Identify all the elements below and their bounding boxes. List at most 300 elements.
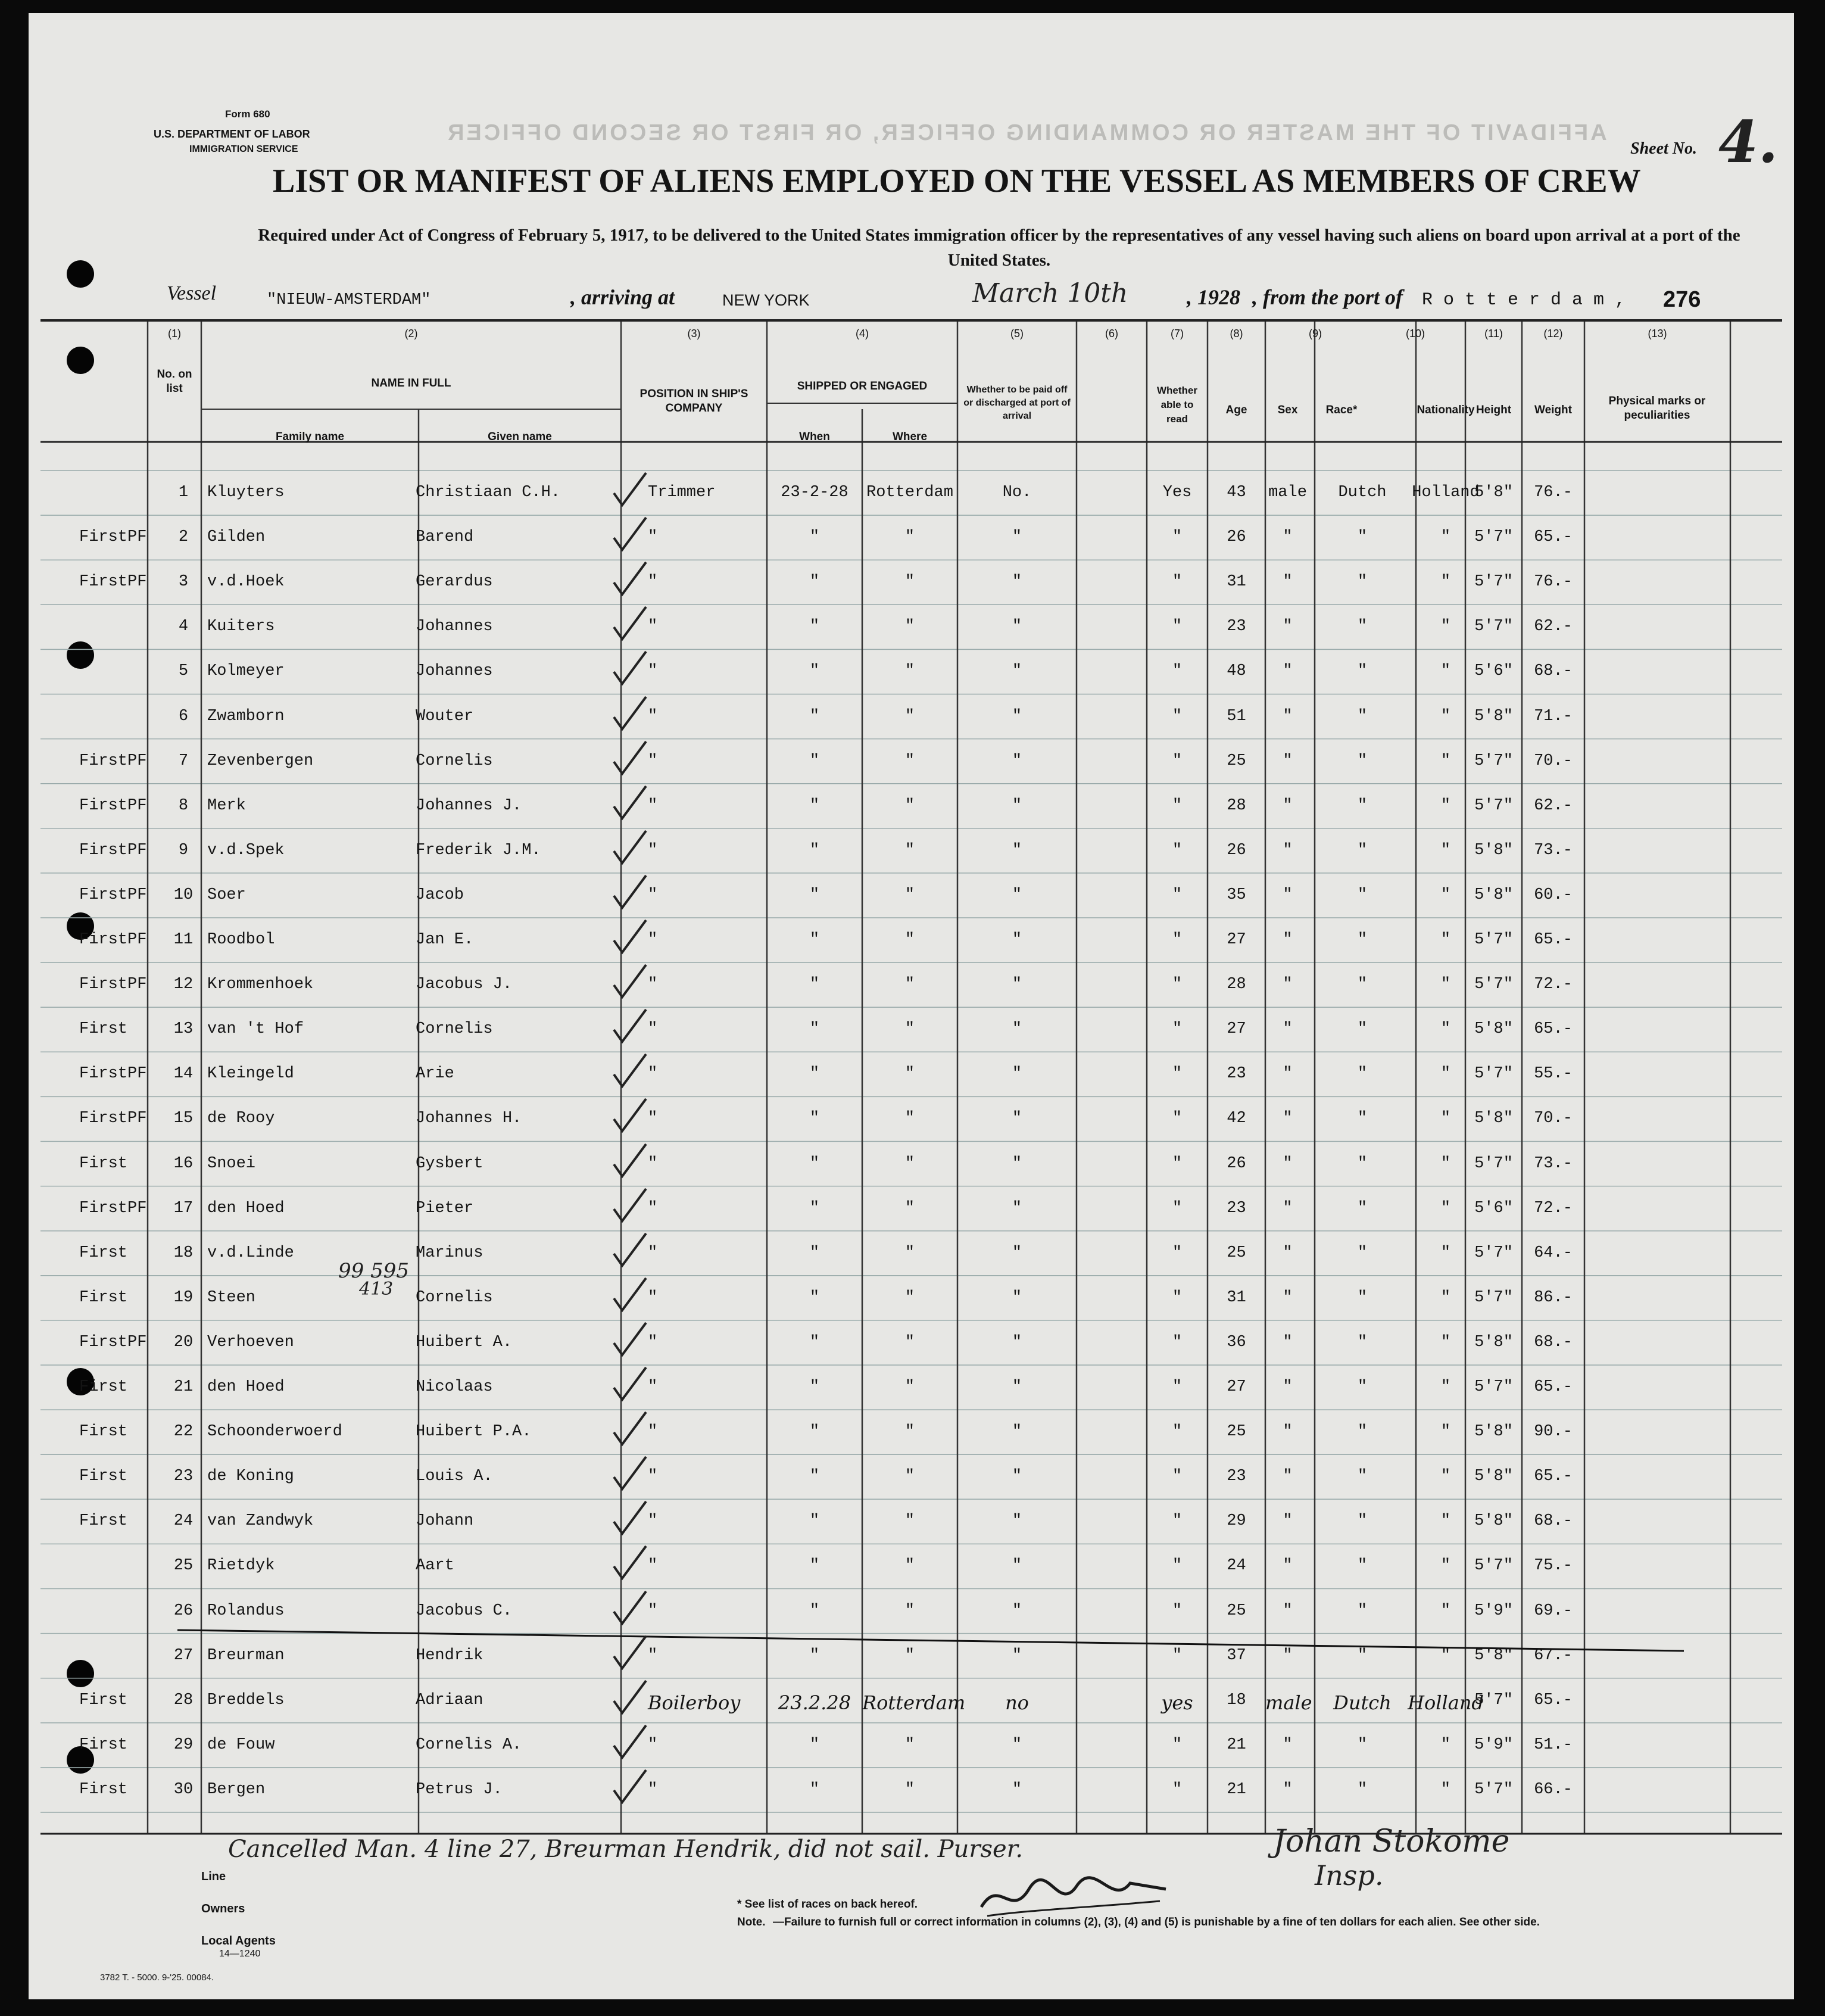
given-name-cell: Wouter	[416, 707, 474, 725]
sex-cell: "	[1283, 1423, 1293, 1441]
able-to-read-cell: "	[1172, 841, 1183, 859]
sex-cell: "	[1283, 976, 1293, 994]
paid-off-cell: "	[1012, 931, 1022, 949]
first-mark-cell: FirstPF	[79, 796, 147, 815]
race-cell: "	[1357, 1467, 1368, 1486]
family-name-cell: van 't Hof	[207, 1020, 304, 1039]
shipped-where-cell: "	[904, 886, 915, 904]
nationality-cell: "	[1440, 1601, 1451, 1620]
shipped-when-cell: "	[809, 573, 820, 591]
age-cell: 21	[1227, 1735, 1246, 1754]
first-mark-cell: First	[79, 1512, 128, 1531]
header-given-name: Given name	[488, 431, 552, 443]
check-mark-icon	[609, 784, 651, 825]
sex-cell: "	[1283, 1288, 1293, 1307]
shipped-where-cell: "	[904, 1288, 915, 1307]
height-cell: 5'6"	[1474, 662, 1513, 681]
paid-off-cell: "	[1012, 1601, 1022, 1620]
weight-cell: 55.-	[1534, 1065, 1573, 1083]
shipped-when-cell: "	[809, 1020, 820, 1039]
race-cell: "	[1357, 1601, 1368, 1620]
height-cell: 5'7"	[1474, 1288, 1513, 1307]
header-shipped: SHIPPED OR ENGAGED	[797, 380, 928, 392]
given-name-cell: Barend	[416, 528, 474, 547]
departure-port: R o t t e r d a m ,	[1422, 290, 1626, 310]
col-number: (6)	[1105, 328, 1118, 339]
shipped-where-cell: "	[904, 1467, 915, 1486]
position-cell: Boilerboy	[648, 1691, 741, 1714]
age-cell: 26	[1227, 1154, 1246, 1173]
given-name-cell: Jacobus C.	[416, 1601, 513, 1620]
nationality-cell: Holland	[1408, 1691, 1484, 1714]
height-cell: 5'8"	[1474, 841, 1513, 859]
nationality-cell: "	[1440, 1423, 1451, 1441]
age-cell: 36	[1227, 1333, 1246, 1351]
check-mark-icon	[609, 560, 651, 602]
row-number-cell: 20	[173, 1333, 194, 1351]
document-title: LIST OR MANIFEST OF ALIENS EMPLOYED ON THE VESSEL AS MEMBERS OF CREW	[273, 163, 1641, 200]
given-name-cell: Gysbert	[416, 1154, 483, 1173]
nationality-cell: "	[1440, 618, 1451, 636]
shipped-where-cell: "	[904, 573, 915, 591]
family-name-cell: Roodbol	[207, 931, 275, 949]
shipped-when-cell: "	[809, 1110, 820, 1128]
first-mark-cell: First	[79, 1288, 128, 1307]
race-cell: "	[1357, 1199, 1368, 1217]
sex-cell: "	[1283, 1780, 1293, 1799]
race-cell: "	[1357, 1512, 1368, 1531]
row-number-cell: 1	[178, 484, 189, 501]
family-name-cell: Rietdyk	[207, 1557, 275, 1575]
given-name-cell: Johannes	[416, 618, 493, 636]
sex-cell: "	[1283, 886, 1293, 904]
race-cell: "	[1357, 841, 1368, 859]
check-mark-icon	[609, 649, 651, 691]
given-name-cell: Jacob	[416, 886, 464, 904]
given-name-cell: Hendrik	[416, 1646, 483, 1665]
position-cell: "	[648, 1333, 658, 1351]
paid-off-cell: "	[1012, 618, 1022, 636]
header-race: Race*	[1325, 404, 1358, 416]
given-name-cell: Frederik J.M.	[416, 841, 541, 859]
sex-cell: "	[1283, 1333, 1293, 1351]
position-cell: "	[648, 1288, 658, 1307]
position-cell: "	[648, 1065, 658, 1083]
header-no-on-list: No. on list	[157, 368, 192, 395]
row-number-cell: 3	[178, 573, 189, 591]
col-number: (8)	[1230, 328, 1243, 339]
age-cell: 23	[1227, 1065, 1246, 1083]
first-mark-cell: First	[79, 1154, 128, 1173]
weight-cell: 86.-	[1534, 1288, 1573, 1307]
race-cell: "	[1357, 1646, 1368, 1665]
row-number-cell: 2	[178, 528, 189, 547]
local-agents-label: Local Agents	[201, 1934, 276, 1948]
header-weight: Weight	[1534, 404, 1572, 416]
row-number-cell: 22	[173, 1423, 194, 1441]
nationality-cell: "	[1440, 707, 1451, 725]
nationality-cell: "	[1440, 1065, 1451, 1083]
first-mark-cell: First	[79, 1244, 128, 1262]
family-name-cell: v.d.Hoek	[207, 573, 285, 591]
check-mark-icon	[609, 739, 651, 781]
col-number: (3)	[687, 328, 701, 339]
able-to-read-cell: "	[1172, 1557, 1183, 1575]
weight-cell: 71.-	[1534, 707, 1573, 725]
race-cell: "	[1357, 752, 1368, 770]
purser-signature	[975, 1871, 1172, 1925]
position-cell: "	[648, 1020, 658, 1039]
row-number-cell: 5	[178, 662, 189, 681]
position-cell: "	[648, 931, 658, 949]
row-number-cell: 11	[173, 931, 194, 949]
shipped-when-cell: "	[809, 1557, 820, 1575]
family-name-cell: Zevenbergen	[207, 752, 314, 770]
race-cell: "	[1357, 931, 1368, 949]
given-name-cell: Arie	[416, 1065, 454, 1083]
nationality-cell: "	[1440, 1199, 1451, 1217]
col-number: (1)	[168, 328, 181, 339]
position-cell: "	[648, 1735, 658, 1754]
weight-cell: 76.-	[1534, 573, 1573, 591]
nationality-cell: "	[1440, 662, 1451, 681]
age-cell: 26	[1227, 528, 1246, 547]
height-cell: 5'7"	[1474, 1780, 1513, 1799]
able-to-read-cell: "	[1172, 886, 1183, 904]
given-name-cell: Johannes	[416, 662, 493, 681]
row-number-cell: 17	[173, 1199, 194, 1217]
header-paid-off: Whether to be paid off or discharged at port of arrival	[963, 385, 1071, 421]
arrival-year: , 1928	[1187, 285, 1240, 309]
bleed-through-text: AFFIDAVIT OF THE MASTER OR COMMANDING OFFICER, OR FIRST OR SECOND OFFICER	[445, 120, 1607, 145]
paid-off-cell: "	[1012, 707, 1022, 725]
sex-cell: "	[1283, 1065, 1293, 1083]
weight-cell: 68.-	[1534, 1512, 1573, 1531]
weight-cell: 90.-	[1534, 1423, 1573, 1441]
able-to-read-cell: "	[1172, 1467, 1183, 1486]
given-name-cell: Johannes J.	[416, 796, 522, 815]
nationality-cell: "	[1440, 1288, 1451, 1307]
race-cell: "	[1357, 1288, 1368, 1307]
family-name-cell: Soer	[207, 886, 246, 904]
position-cell: "	[648, 976, 658, 994]
shipped-when-cell: "	[809, 841, 820, 859]
shipped-where-cell: "	[904, 528, 915, 547]
given-name-cell: Nicolaas	[416, 1378, 493, 1396]
paid-off-cell: "	[1012, 1646, 1022, 1665]
given-name-cell: Jacobus J.	[416, 976, 513, 994]
weight-cell: 70.-	[1534, 752, 1573, 770]
paid-off-cell: "	[1012, 1378, 1022, 1396]
given-name-cell: Jan E.	[416, 931, 474, 949]
nationality-cell: "	[1440, 752, 1451, 770]
nationality-cell: "	[1440, 528, 1451, 547]
nationality-cell: "	[1440, 1735, 1451, 1754]
race-cell: "	[1357, 796, 1368, 815]
height-cell: 5'7"	[1474, 796, 1513, 815]
race-cell: Dutch	[1338, 484, 1387, 501]
able-to-read-cell: "	[1172, 618, 1183, 636]
shipped-when-cell: "	[809, 931, 820, 949]
paid-off-cell: "	[1012, 662, 1022, 681]
given-name-cell: Pieter	[416, 1199, 474, 1217]
nationality-cell: "	[1440, 573, 1451, 591]
given-name-cell: Marinus	[416, 1244, 483, 1262]
check-mark-icon	[609, 1142, 651, 1183]
race-cell: "	[1357, 1020, 1368, 1039]
sex-cell: "	[1283, 1020, 1293, 1039]
shipped-where-cell: "	[904, 1601, 915, 1620]
family-name-cell: Verhoeven	[207, 1333, 294, 1351]
row-number-cell: 29	[173, 1735, 194, 1754]
first-mark-cell: FirstPF	[79, 931, 147, 949]
nationality-cell: Holland	[1412, 484, 1480, 501]
position-cell: "	[648, 1199, 658, 1217]
age-cell: 26	[1227, 841, 1246, 859]
height-cell: 5'8"	[1474, 1512, 1513, 1531]
shipped-when-cell: "	[809, 1512, 820, 1531]
sex-cell: male	[1268, 484, 1307, 501]
sex-cell: "	[1283, 752, 1293, 770]
age-cell: 37	[1227, 1646, 1246, 1665]
given-name-cell: Huibert P.A.	[416, 1423, 532, 1441]
sex-cell: "	[1283, 707, 1293, 725]
position-cell: "	[648, 752, 658, 770]
shipped-where-cell: "	[904, 841, 915, 859]
race-cell: "	[1357, 1110, 1368, 1128]
age-cell: 31	[1227, 1288, 1246, 1307]
shipped-when-cell: "	[809, 976, 820, 994]
first-mark-cell: FirstPF	[79, 752, 147, 770]
header-sex: Sex	[1277, 404, 1298, 416]
position-cell: "	[648, 841, 658, 859]
first-mark-cell: FirstPF	[79, 886, 147, 904]
row-number-cell: 15	[173, 1110, 194, 1128]
first-mark-cell: First	[79, 1423, 128, 1441]
sex-cell: "	[1283, 618, 1293, 636]
arrival-date: March 10th	[972, 278, 1128, 309]
header-able-to-read: Whether able to read	[1157, 385, 1197, 425]
weight-cell: 62.-	[1534, 618, 1573, 636]
col-number: (13)	[1648, 328, 1667, 339]
family-name-cell: Gilden	[207, 528, 266, 547]
nationality-cell: "	[1440, 931, 1451, 949]
race-cell: "	[1357, 1154, 1368, 1173]
given-name-cell: Huibert A.	[416, 1333, 513, 1351]
col-number: (2)	[404, 328, 418, 339]
row-number-cell: 13	[173, 1020, 194, 1039]
shipped-when-cell: "	[809, 1154, 820, 1173]
height-cell: 5'7"	[1474, 573, 1513, 591]
shipped-where-cell: "	[904, 1557, 915, 1575]
weight-cell: 62.-	[1534, 796, 1573, 815]
row-number-cell: 24	[173, 1512, 194, 1531]
position-cell: "	[648, 1601, 658, 1620]
check-mark-icon	[609, 1410, 651, 1451]
row-number-cell: 14	[173, 1065, 194, 1083]
height-cell: 5'8"	[1474, 1333, 1513, 1351]
able-to-read-cell: "	[1172, 1646, 1183, 1665]
family-name-cell: Zwamborn	[207, 707, 285, 725]
nationality-cell: "	[1440, 1110, 1451, 1128]
able-to-read-cell: "	[1172, 707, 1183, 725]
nationality-cell: "	[1440, 1244, 1451, 1262]
age-cell: 27	[1227, 931, 1246, 949]
paid-off-cell: "	[1012, 1557, 1022, 1575]
position-cell: "	[648, 796, 658, 815]
first-mark-cell: FirstPF	[79, 841, 147, 859]
paid-off-cell: "	[1012, 1244, 1022, 1262]
race-cell: "	[1357, 1735, 1368, 1754]
shipped-when-cell: "	[809, 528, 820, 547]
sex-cell: "	[1283, 1512, 1293, 1531]
nationality-cell: "	[1440, 1333, 1451, 1351]
first-mark-cell: FirstPF	[79, 1110, 147, 1128]
height-cell: 5'8"	[1474, 1646, 1513, 1665]
sex-cell: "	[1283, 1154, 1293, 1173]
height-cell: 5'6"	[1474, 1199, 1513, 1217]
row-number-cell: 18	[173, 1244, 194, 1262]
able-to-read-cell: "	[1172, 1601, 1183, 1620]
family-name-cell: v.d.Linde	[207, 1244, 294, 1262]
shipped-where-cell: "	[904, 1199, 915, 1217]
col-number: (5)	[1010, 328, 1024, 339]
shipped-where-cell: "	[904, 796, 915, 815]
shipped-where-cell: Rotterdam	[866, 484, 953, 501]
nationality-cell: "	[1440, 1467, 1451, 1486]
first-mark-cell: First	[79, 1378, 128, 1396]
check-mark-icon	[609, 1231, 651, 1273]
race-cell: "	[1357, 886, 1368, 904]
check-mark-icon	[609, 1589, 651, 1631]
shipped-where-cell: "	[904, 1020, 915, 1039]
given-name-cell: Cornelis	[416, 1288, 493, 1307]
sex-cell: "	[1283, 662, 1293, 681]
header-age: Age	[1225, 404, 1247, 416]
check-mark-icon	[609, 515, 651, 557]
nationality-cell: "	[1440, 1512, 1451, 1531]
shipped-where-cell: Rotterdam	[862, 1691, 966, 1714]
nationality-cell: "	[1440, 1378, 1451, 1396]
races-note: * See list of races on back hereof.	[737, 1898, 918, 1911]
age-cell: 43	[1227, 484, 1246, 501]
position-cell: "	[648, 1244, 658, 1262]
first-mark-cell: FirstPF	[79, 528, 147, 547]
sex-cell: "	[1283, 528, 1293, 547]
weight-cell: 65.-	[1534, 1691, 1573, 1709]
height-cell: 5'7"	[1474, 1244, 1513, 1262]
check-mark-icon	[609, 470, 651, 512]
height-cell: 5'7"	[1474, 1065, 1513, 1083]
height-cell: 5'8"	[1474, 1467, 1513, 1486]
check-mark-icon	[609, 1499, 651, 1541]
able-to-read-cell: "	[1172, 573, 1183, 591]
height-cell: 5'7"	[1474, 1378, 1513, 1396]
given-name-cell: Louis A.	[416, 1467, 493, 1486]
age-cell: 51	[1227, 707, 1246, 725]
check-mark-icon	[609, 1678, 651, 1720]
arriving-label: , arriving at	[570, 285, 675, 309]
shipped-when-cell: "	[809, 662, 820, 681]
position-cell: "	[648, 1154, 658, 1173]
shipped-when-cell: "	[809, 752, 820, 770]
check-mark-icon	[609, 918, 651, 959]
age-cell: 25	[1227, 1601, 1246, 1620]
check-mark-icon	[609, 1454, 651, 1496]
family-name-cell: Merk	[207, 796, 246, 815]
row-number-cell: 25	[173, 1557, 194, 1575]
first-mark-cell: FirstPF	[79, 1333, 147, 1351]
position-cell: "	[648, 707, 658, 725]
height-cell: 5'7"	[1474, 1691, 1513, 1709]
weight-cell: 70.-	[1534, 1110, 1573, 1128]
header-when: When	[799, 431, 830, 443]
position-cell: "	[648, 618, 658, 636]
shipped-where-cell: "	[904, 1423, 915, 1441]
position-cell: "	[648, 1423, 658, 1441]
family-name-cell: de Fouw	[207, 1735, 275, 1754]
weight-cell: 72.-	[1534, 976, 1573, 994]
age-cell: 27	[1227, 1020, 1246, 1039]
shipped-when-cell: "	[809, 618, 820, 636]
age-cell: 24	[1227, 1557, 1246, 1575]
sex-cell: "	[1283, 1110, 1293, 1128]
from-port-label: , from the port of	[1252, 285, 1403, 309]
given-name-cell: Cornelis	[416, 752, 493, 770]
header-position: POSITION IN SHIP'S COMPANY	[639, 388, 748, 415]
shipped-where-cell: "	[904, 1378, 915, 1396]
shipped-when-cell: "	[809, 1467, 820, 1486]
sex-cell: "	[1283, 1646, 1293, 1665]
height-cell: 5'7"	[1474, 528, 1513, 547]
signature-title: Insp.	[1315, 1859, 1384, 1892]
shipped-when-cell: "	[809, 1333, 820, 1351]
shipped-when-cell: "	[809, 1646, 820, 1665]
shipped-where-cell: "	[904, 1646, 915, 1665]
row-number-cell: 26	[173, 1601, 194, 1620]
nationality-cell: "	[1440, 1557, 1451, 1575]
row-number-cell: 23	[173, 1467, 194, 1486]
race-cell: "	[1357, 662, 1368, 681]
paid-off-cell: "	[1012, 1288, 1022, 1307]
row-number-cell: 30	[173, 1780, 194, 1799]
print-code: 3782 T. - 5000. 9-'25. 00084.	[100, 1973, 214, 1983]
row-number-cell: 6	[178, 707, 189, 725]
col-number: (7)	[1171, 328, 1184, 339]
able-to-read-cell: "	[1172, 1423, 1183, 1441]
row-number-cell: 7	[178, 752, 189, 770]
shipped-when-cell: "	[809, 1065, 820, 1083]
paid-off-cell: "	[1012, 1199, 1022, 1217]
given-name-cell: Gerardus	[416, 573, 493, 591]
given-name-cell: Johannes H.	[416, 1110, 522, 1128]
nationality-cell: "	[1440, 1020, 1451, 1039]
shipped-when-cell: "	[809, 1601, 820, 1620]
shipped-where-cell: "	[904, 1512, 915, 1531]
check-mark-icon	[609, 962, 651, 1004]
sex-cell: "	[1283, 1601, 1293, 1620]
check-mark-icon	[609, 694, 651, 736]
check-mark-icon	[609, 1320, 651, 1362]
shipped-when-cell: "	[809, 1423, 820, 1441]
row-number-cell: 9	[178, 841, 189, 859]
able-to-read-cell: "	[1172, 796, 1183, 815]
given-name-cell: Johann	[416, 1512, 474, 1531]
service-label: IMMIGRATION SERVICE	[189, 144, 298, 154]
position-cell: "	[648, 573, 658, 591]
col-number: (9)	[1309, 328, 1322, 339]
sheet-number: 4.	[1718, 108, 1779, 176]
